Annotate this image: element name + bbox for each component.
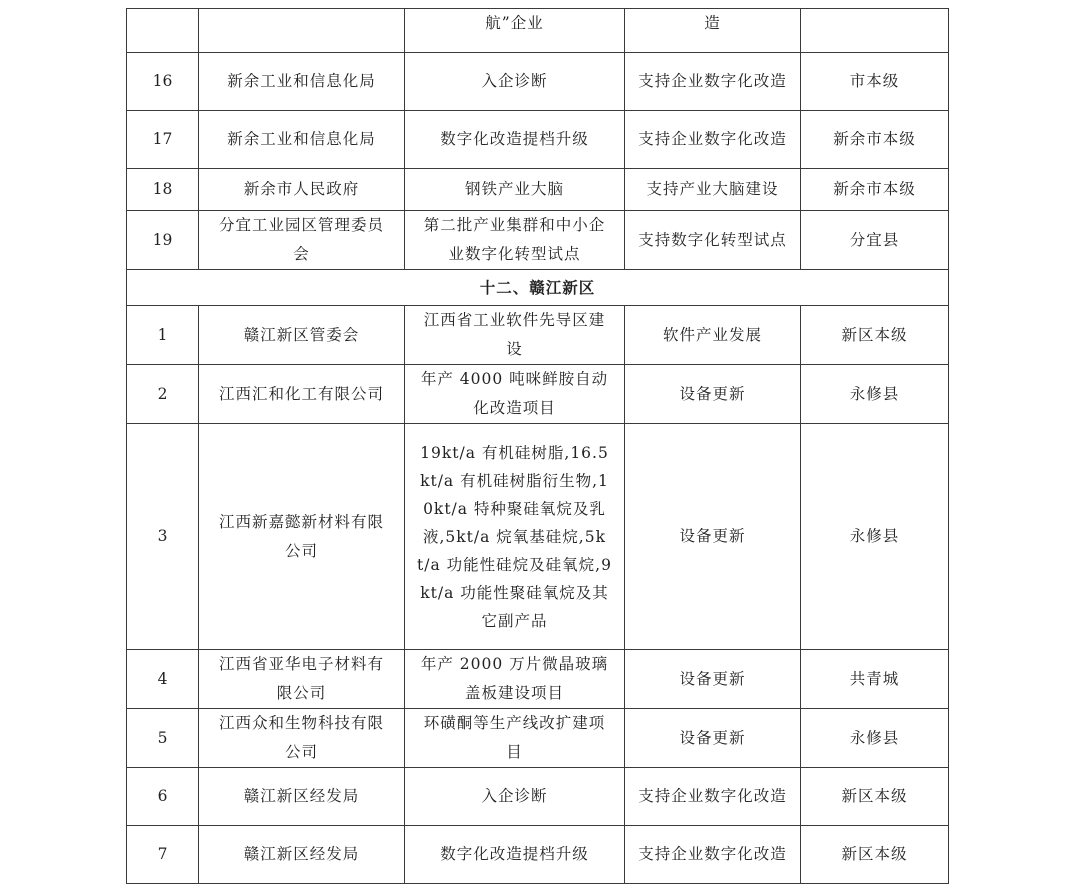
unit-cell: 新余工业和信息化局	[199, 111, 405, 169]
unit-cell: 赣江新区管委会	[199, 306, 405, 365]
row-number: 7	[127, 826, 199, 884]
region-cell: 新余市本级	[801, 111, 949, 169]
project-cell: 年产 2000 万片微晶玻璃盖板建设项目	[405, 650, 625, 709]
table-row	[127, 424, 949, 650]
content-cell: 支持产业大脑建设	[625, 169, 801, 211]
unit-cell: 分宜工业园区管理委员会	[199, 211, 405, 270]
row-number: 6	[127, 768, 199, 826]
row-number: 17	[127, 111, 199, 169]
region-cell: 新区本级	[801, 826, 949, 884]
section-row	[127, 270, 949, 306]
row-number: 4	[127, 650, 199, 709]
project-cell: 入企诊断	[405, 53, 625, 111]
project-cell: 环磺酮等生产线改扩建项目	[405, 709, 625, 768]
unit-cell	[199, 9, 405, 53]
region-cell: 永修县	[801, 709, 949, 768]
region-cell: 永修县	[801, 365, 949, 424]
table-row	[127, 53, 949, 111]
row-number	[127, 9, 199, 53]
unit-cell: 江西省亚华电子材料有限公司	[199, 650, 405, 709]
row-number: 19	[127, 211, 199, 270]
content-cell: 设备更新	[625, 365, 801, 424]
region-cell: 分宜县	[801, 211, 949, 270]
unit-cell: 江西汇和化工有限公司	[199, 365, 405, 424]
content-cell: 支持企业数字化改造	[625, 111, 801, 169]
content-cell: 支持企业数字化改造	[625, 53, 801, 111]
table-row	[127, 111, 949, 169]
unit-cell: 新余市人民政府	[199, 169, 405, 211]
region-cell: 新区本级	[801, 306, 949, 365]
unit-cell: 江西众和生物科技有限公司	[199, 709, 405, 768]
row-number: 16	[127, 53, 199, 111]
region-cell: 市本级	[801, 53, 949, 111]
region-cell: 新区本级	[801, 768, 949, 826]
project-cell: 江西省工业软件先导区建设	[405, 306, 625, 365]
project-cell: 钢铁产业大脑	[405, 169, 625, 211]
region-cell: 永修县	[801, 424, 949, 650]
project-cell: 第二批产业集群和中小企业数字化转型试点	[405, 211, 625, 270]
region-cell: 共青城	[801, 650, 949, 709]
unit-cell: 赣江新区经发局	[199, 826, 405, 884]
table-row	[127, 826, 949, 884]
unit-cell: 新余工业和信息化局	[199, 53, 405, 111]
region-cell	[801, 9, 949, 53]
unit-cell: 江西新嘉懿新材料有限公司	[199, 424, 405, 650]
table-row	[127, 169, 949, 211]
section-title: 十二、赣江新区	[127, 270, 949, 306]
content-cell: 支持数字化转型试点	[625, 211, 801, 270]
project-cell: 数字化改造提档升级	[405, 826, 625, 884]
table-row	[127, 768, 949, 826]
row-number: 3	[127, 424, 199, 650]
content-cell: 设备更新	[625, 650, 801, 709]
project-table	[126, 8, 949, 884]
content-cell: 设备更新	[625, 424, 801, 650]
row-number: 18	[127, 169, 199, 211]
table-row	[127, 306, 949, 365]
row-number: 2	[127, 365, 199, 424]
content-cell: 造	[625, 9, 801, 53]
content-cell: 软件产业发展	[625, 306, 801, 365]
row-number: 1	[127, 306, 199, 365]
unit-cell: 赣江新区经发局	[199, 768, 405, 826]
content-cell: 支持企业数字化改造	[625, 826, 801, 884]
project-cell: 入企诊断	[405, 768, 625, 826]
table-row	[127, 709, 949, 768]
content-cell: 设备更新	[625, 709, 801, 768]
project-cell: 航”企业	[405, 9, 625, 53]
content-cell: 支持企业数字化改造	[625, 768, 801, 826]
project-cell: 数字化改造提档升级	[405, 111, 625, 169]
table-row	[127, 9, 949, 53]
row-number: 5	[127, 709, 199, 768]
table-row	[127, 650, 949, 709]
project-cell: 年产 4000 吨咪鲜胺自动化改造项目	[405, 365, 625, 424]
region-cell: 新余市本级	[801, 169, 949, 211]
project-cell: 19kt/a 有机硅树脂,16.5kt/a 有机硅树脂衍生物,10kt/a 特种聚硅氧烷及乳液,5kt/a 烷氧基硅烷,5kt/a 功能性硅烷及硅氧烷,9kt/a 功能性聚硅氧烷及其它副产品	[405, 424, 625, 650]
table-row	[127, 365, 949, 424]
table-row	[127, 211, 949, 270]
